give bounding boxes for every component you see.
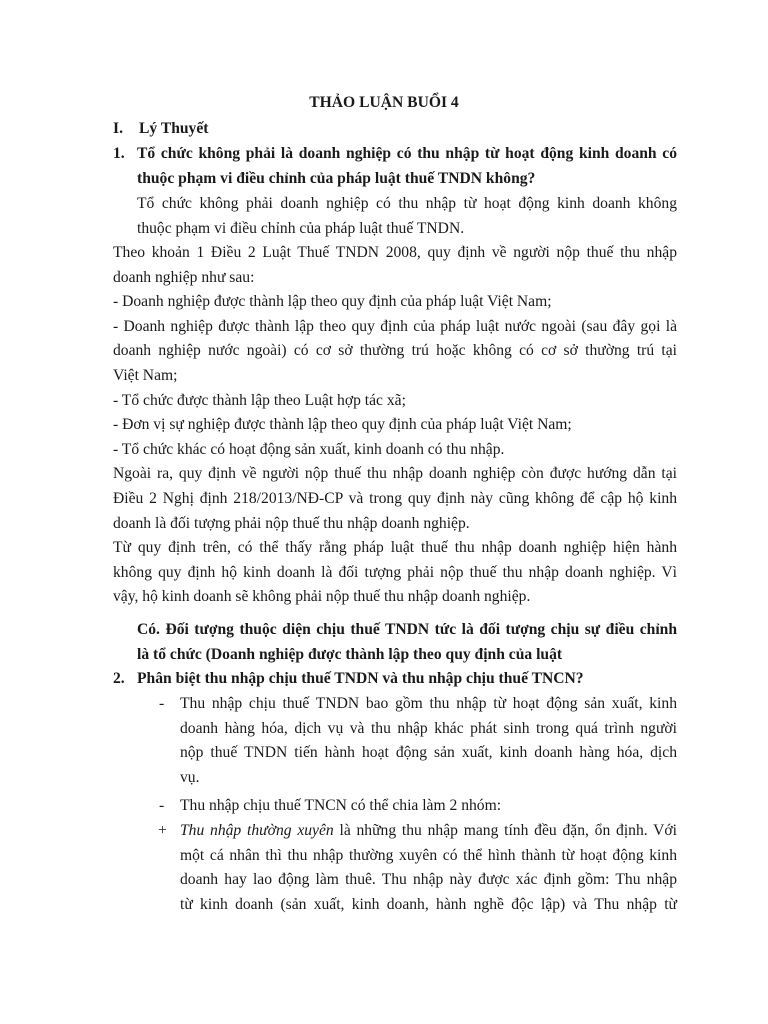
body-line: - Doanh nghiệp được thành lập theo quy định của pháp luật Việt Nam; xyxy=(113,293,552,311)
section-number: I. xyxy=(113,120,123,137)
list-item-line xyxy=(180,819,677,844)
body-line: Theo khoản 1 Điều 2 Luật Thuế TNDN 2008, quy định về người nộp thuế thu nhập xyxy=(113,244,677,261)
bold-answer-line: Có. Đối tượng thuộc diện chịu thuế TNDN tức là đối tượng chịu sự điều chỉnh xyxy=(137,621,677,638)
body-line: Từ quy định trên, có thể thấy rằng pháp luật thuế thu nhập doanh nghiệp hiện hành xyxy=(113,539,677,557)
question-1-line: thuộc phạm vi điều chỉnh của pháp luật thuế TNDN không? xyxy=(137,169,536,187)
body-text xyxy=(113,241,677,610)
body-line: Ngoài ra, quy định về người nộp thuế thu nhập doanh nghiệp còn được hướng dẫn tại xyxy=(113,465,677,483)
list-item xyxy=(180,819,677,917)
list-item-line: nộp thuế TNDN tiến hành hoạt động sản xuất, kinh doanh hàng hóa, dịch xyxy=(180,744,677,762)
body-line: không quy định hộ kinh doanh là đối tượng phải nộp thuế thu nhập doanh nghiệp. Vì xyxy=(113,563,677,581)
list-item-line: Thu nhập chịu thuế TNDN bao gồm thu nhập từ hoạt động sản xuất, kinh xyxy=(180,695,677,712)
list-marker: - xyxy=(159,797,165,814)
bold-answer-line: là tổ chức (Doanh nghiệp được thành lập theo quy định của luật xyxy=(137,645,563,663)
body-line: doanh là đối tượng phải nộp thuế thu nhập doanh nghiệp. xyxy=(113,514,470,532)
body-line: - Tổ chức được thành lập theo Luật hợp tác xã; xyxy=(113,391,406,409)
body-line: - Đơn vị sự nghiệp được thành lập theo quy định của pháp luật Việt Nam; xyxy=(113,416,572,434)
first-line-rest: là những thu nhập mang tính đều đặn, ổn định. Với xyxy=(333,822,677,839)
list-item-line: một cá nhân thì thu nhập thường xuyên có thể hình thành từ hoạt động kinh xyxy=(180,846,677,864)
body-line: Việt Nam; xyxy=(113,366,178,384)
list-item-line: doanh hàng hóa, dịch vụ và thu nhập khác phát sinh trong quá trình người xyxy=(180,719,677,737)
page-title: THẢO LUẬN BUỔI 4 xyxy=(309,94,459,111)
question-1-answer xyxy=(137,192,677,241)
list-item-line: vụ. xyxy=(180,768,200,786)
list-item: Thu nhập chịu thuế TNCN có thể chia làm 2 nhóm: xyxy=(180,797,502,814)
answer-line: thuộc phạm vi điều chỉnh của pháp luật thuế TNDN. xyxy=(137,219,465,237)
section-heading: Lý Thuyết xyxy=(139,120,209,137)
list-marker: + xyxy=(158,822,167,839)
list-item xyxy=(180,692,677,790)
body-line: - Doanh nghiệp được thành lập theo quy định của pháp luật nước ngoài (sau đây gọi là xyxy=(113,317,677,335)
body-line: Điều 2 Nghị định 218/2013/NĐ-CP và trong quy định này cũng không để cập hộ kinh xyxy=(113,489,677,507)
question-1-number: 1. xyxy=(113,145,125,162)
answer-line: Tổ chức không phải doanh nghiệp có thu nhập từ hoạt động kinh doanh không xyxy=(137,195,677,212)
list-item-line: từ kinh doanh (sản xuất, kinh doanh, hành nghề độc lập) và Thu nhập từ xyxy=(180,895,677,913)
italic-lead: Thu nhập thường xuyên xyxy=(180,822,334,839)
list-marker: - xyxy=(159,695,165,712)
question-1-line: Tổ chức không phải là doanh nghiệp có thu nhập từ hoạt động kinh doanh có xyxy=(137,145,677,162)
question-1-text xyxy=(137,142,677,191)
list-item-line: doanh hay lao động làm thuê. Thu nhập này được xác định gồm: Thu nhập xyxy=(180,871,677,889)
question-2-text: Phân biệt thu nhập chịu thuế TNDN và thu nhập chịu thuế TNCN? xyxy=(137,670,584,687)
body-line: doanh nghiệp nước ngoài) có cơ sở thường trú hoặc không có cơ sở thường trú tại xyxy=(113,342,677,360)
question-2-number: 2. xyxy=(113,670,125,687)
bold-answer xyxy=(137,618,677,667)
body-line: vậy, hộ kinh doanh sẽ không phải nộp thuế thu nhập doanh nghiệp. xyxy=(113,588,531,606)
body-line: - Tổ chức khác có hoạt động sản xuất, kinh doanh có thu nhập. xyxy=(113,440,505,458)
body-line: doanh nghiệp như sau: xyxy=(113,268,255,286)
